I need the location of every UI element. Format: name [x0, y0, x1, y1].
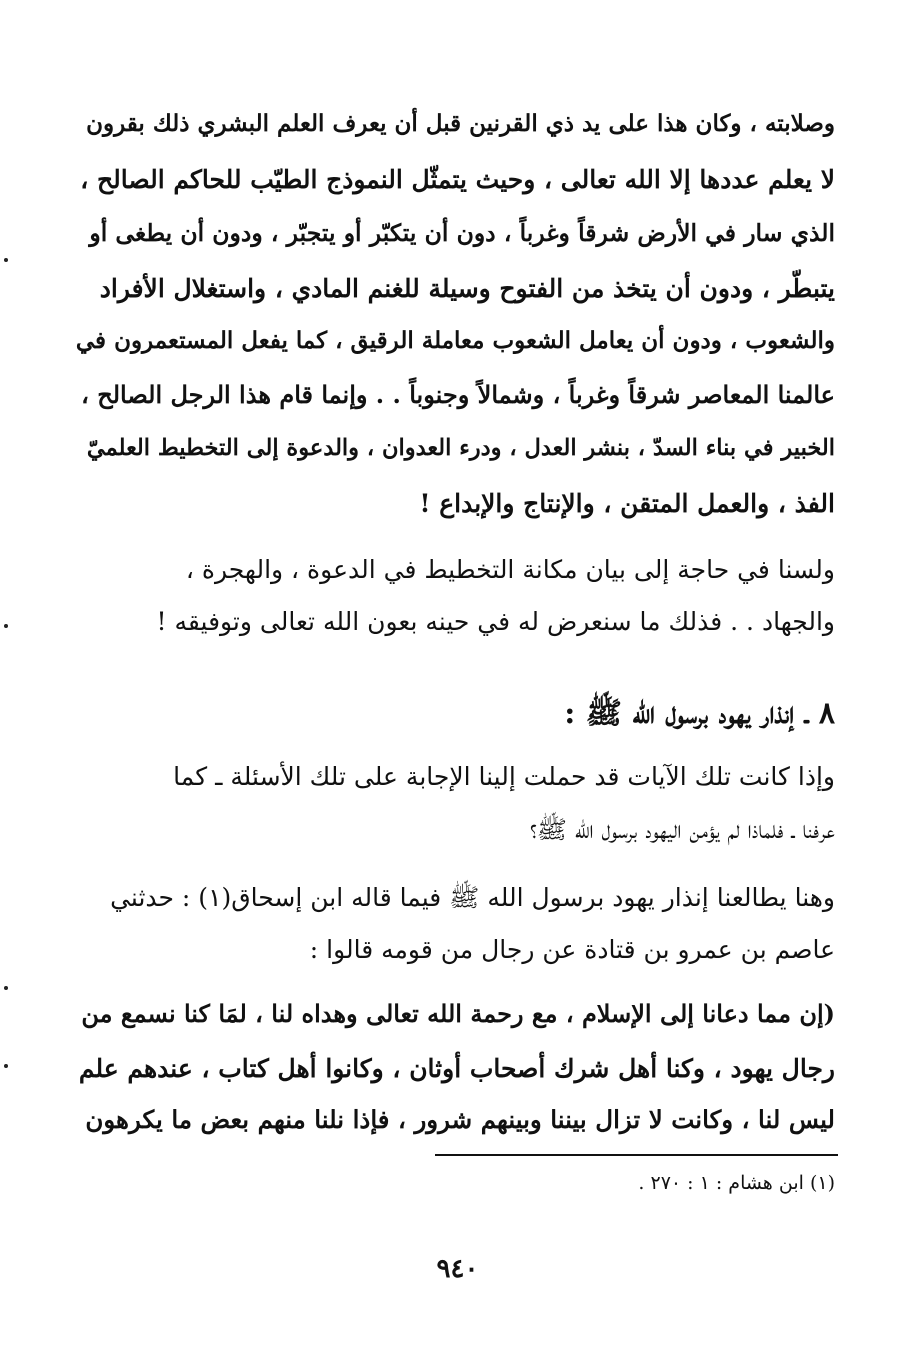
page-number: ٩٤٠ [436, 1254, 479, 1284]
text-line: ولسنا في حاجة إلى بيان مكانة التخطيط في الدعوة ، والهجرة ، [185, 555, 835, 584]
text-line: والشعوب ، ودون أن يعامل الشعوب معاملة الرقيق ، كما يفعل المستعمرون في [75, 327, 835, 354]
text-line: يتبطّر ، ودون أن يتخذ من الفتوح وسيلة للغنم المادي ، واستغلال الأفراد [99, 274, 835, 303]
section-heading: ٨ ـ إنذار يهود برسول الله ﷺ : [564, 696, 835, 731]
scan-mark [4, 986, 8, 990]
text-line: الخبير في بناء السدّ ، بنشر العدل ، ودرء العدوان ، والدعوة إلى التخطيط العلميّ [86, 435, 835, 461]
text-line: لا يعلم عددها إلا الله تعالى ، وحيث يتمثّل النموذج الطيّب للحاكم الصالح ، [80, 165, 835, 194]
text-line: ليس لنا ، وكانت لا تزال بيننا وبينهم شرور ، فإذا نلنا منهم بعض ما يكرهون [85, 1105, 835, 1134]
text-line: والجهاد . . فذلك ما سنعرض له في حينه بعون الله تعالى وتوفيقه ! [156, 607, 835, 636]
text-line: الفذ ، والعمل المتقن ، والإنتاج والإبداع ! [419, 489, 835, 518]
footnote-divider [435, 1154, 838, 1156]
text-line: وإذا كانت تلك الآيات قد حملت إلينا الإجابة على تلك الأسئلة ـ كما [173, 762, 835, 791]
text-line: وصلابته ، وكان هذا على يد ذي القرنين قبل أن يعرف العلم البشري ذلك بقرون [86, 110, 835, 137]
text-line: عاصم بن عمرو بن قتادة عن رجال من قومه قالوا : [309, 935, 835, 964]
text-line: رجال يهود ، وكنا أهل شرك أصحاب أوثان ، وكانوا أهل كتاب ، عندهم علم [78, 1054, 835, 1083]
scan-mark [4, 624, 8, 628]
text-line: عرفنا ـ فلماذا لم يؤمن اليهود برسول الله ﷺ؟ [529, 815, 835, 844]
scan-mark [4, 258, 8, 262]
scan-mark [4, 1064, 8, 1068]
text-line: عالمنا المعاصر شرقاً وغرباً ، وشمالاً وجنوباً . . وإنما قام هذا الرجل الصالح ، [81, 380, 835, 409]
text-line: وهنا يطالعنا إنذار يهود برسول الله ﷺ فيما قاله ابن إسحاق(١) : حدثني [110, 883, 835, 912]
text-line: (إن مما دعانا إلى الإسلام ، مع رحمة الله تعالى وهداه لنا ، لمَا كنا نسمع من [81, 999, 835, 1028]
footnote: (١) ابن هشام : ١ : ٢٧٠ . [638, 1172, 835, 1194]
text-line: الذي سار في الأرض شرقاً وغرباً ، دون أن يتكبّر أو يتجبّر ، ودون أن يطغى أو [89, 219, 835, 247]
